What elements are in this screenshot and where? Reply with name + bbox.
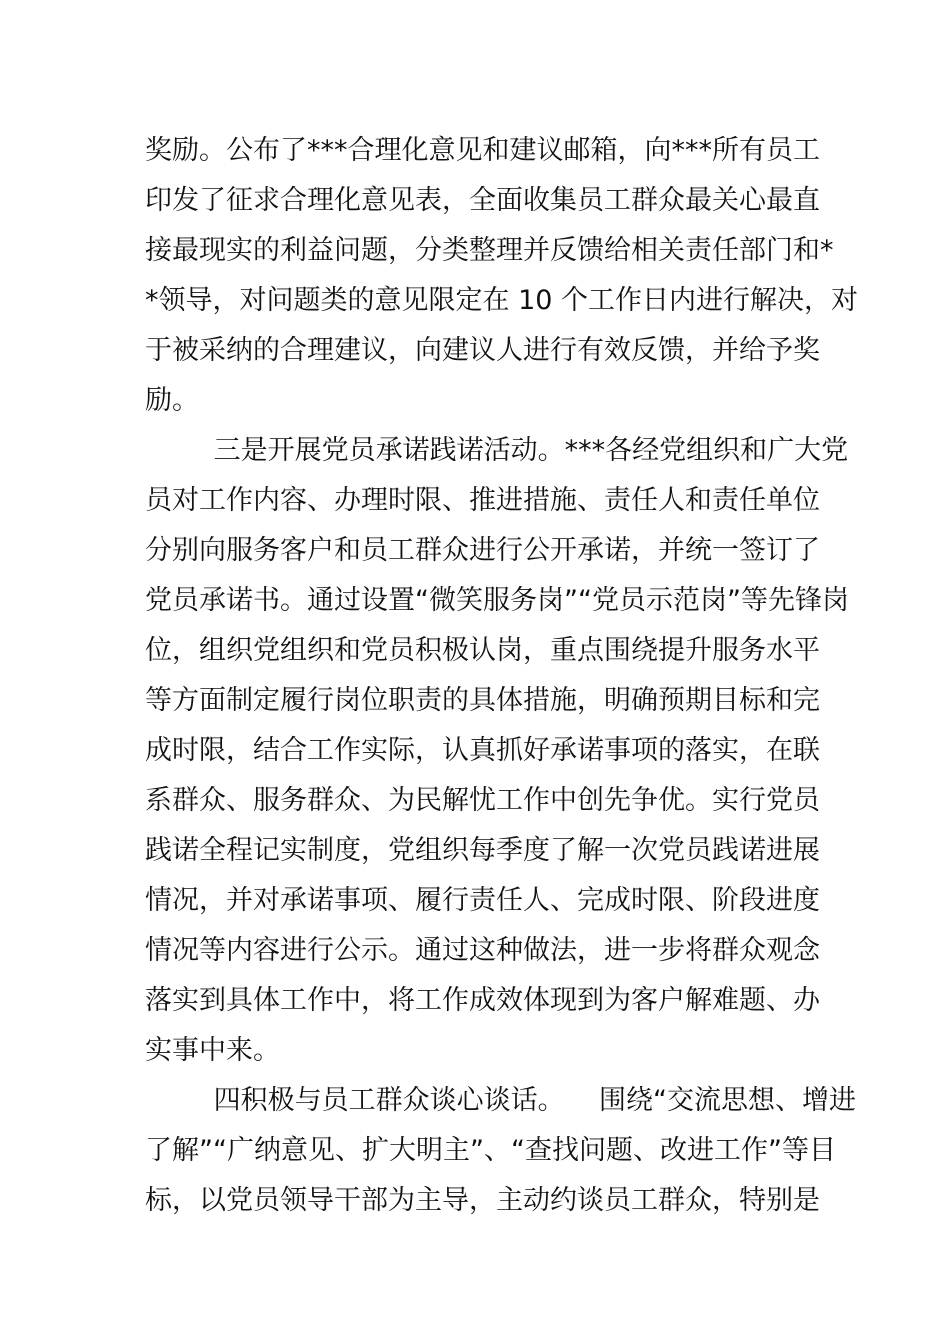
text-line: 励。 [145,385,199,416]
text-line: 四积极与员工群众谈心谈话。 围绕“交流思想、增进 [145,1085,856,1116]
text-line: 实事中来。 [145,1035,280,1066]
document-body [145,126,859,1226]
text-line: 奖励。公布了***合理化意见和建议邮箱，向***所有员工 [145,135,820,166]
text-line: 位，组织党组织和党员积极认岗，重点围绕提升服务水平 [145,635,820,666]
text-line: 践诺全程记实制度，党组织每季度了解一次党员践诺进展 [145,835,820,866]
text-line: 成时限，结合工作实际，认真抓好承诺事项的落实，在联 [145,735,820,766]
text-line: 落实到具体工作中，将工作成效体现到为客户解难题、办 [145,985,820,1016]
text-line: 党员承诺书。通过设置“微笑服务岗”“党员示范岗”等先锋岗 [145,585,849,616]
text-line: 于被采纳的合理建议，向建议人进行有效反馈，并给予奖 [145,335,820,366]
text-line: 系群众、服务群众、为民解忧工作中创先争优。实行党员 [145,785,820,816]
text-line: 标，以党员领导干部为主导，主动约谈员工群众，特别是 [145,1185,820,1216]
text-line: 了解”“广纳意见、扩大明主”、“查找问题、改进工作”等目 [145,1135,836,1166]
text-line: 接最现实的利益问题，分类整理并反馈给相关责任部门和* [145,235,834,266]
text-line: 分别向服务客户和员工群众进行公开承诺，并统一签订了 [145,535,820,566]
text-line: 情况等内容进行公示。通过这种做法，进一步将群众观念 [145,935,820,966]
text-line: *领导，对问题类的意见限定在 10 个工作日内进行解决，对 [145,285,859,316]
text-line: 三是开展党员承诺践诺活动。***各经党组织和广大党 [145,435,849,466]
text-line: 员对工作内容、办理时限、推进措施、责任人和责任单位 [145,485,820,516]
text-line: 印发了征求合理化意见表，全面收集员工群众最关心最直 [145,185,820,216]
text-line: 等方面制定履行岗位职责的具体措施，明确预期目标和完 [145,685,820,716]
text-line: 情况，并对承诺事项、履行责任人、完成时限、阶段进度 [145,885,820,916]
